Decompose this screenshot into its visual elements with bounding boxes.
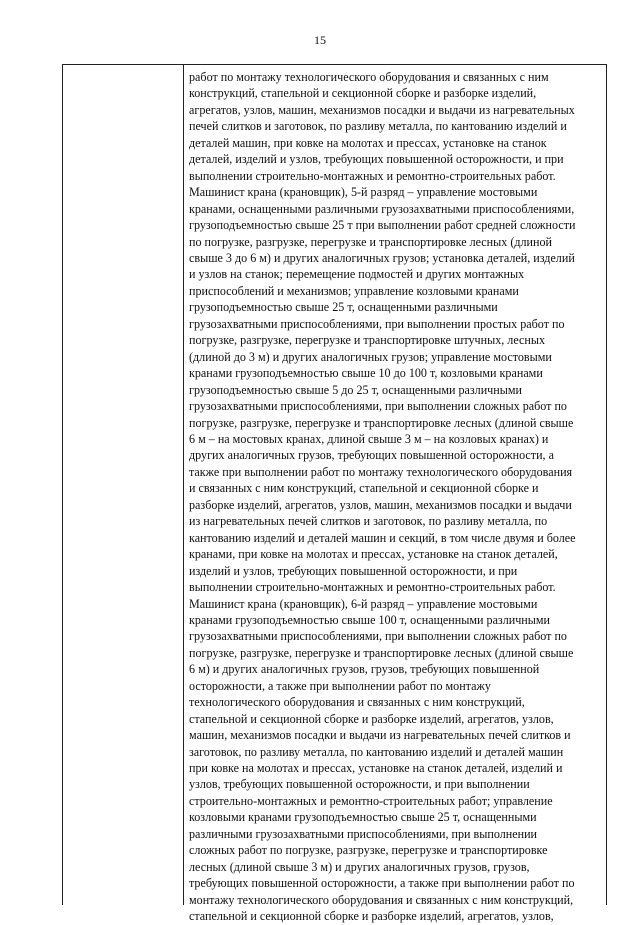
text-line: печей слитков и заготовок, по разливу металла, по кантованию изделий и	[189, 119, 567, 134]
text-line: и связанных с ним конструкций, стапельной и секционной сборке и	[189, 481, 539, 496]
text-line: погрузке, разгрузке, перегрузке и транспортировке лесных (длиной свыше	[189, 415, 574, 430]
text-line: различными грузозахватными приспособлениями, при выполнении	[189, 826, 538, 841]
text-line: требующих повышенной осторожности, а также при выполнении работ по	[189, 876, 575, 891]
text-line: по погрузке, разгрузке, перегрузке и транспортировке лесных (длиной	[189, 234, 553, 249]
text-line: погрузке, разгрузке, перегрузке и транспортировке штучных, лесных	[189, 333, 546, 348]
text-line: из нагревательных печей слитков и заготовок, по разливу металла, по	[189, 514, 548, 529]
text-line: строительно-монтажных и ремонтно-строительных работ; управление	[189, 793, 553, 808]
text-line: деталей, изделий и узлов, требующих повышенной осторожности, и при	[189, 152, 564, 167]
text-line: выполнении строительно-монтажных и ремонтно-строительных работ.	[189, 580, 556, 595]
text-line: Машинист крана (крановщик), 5-й разряд – управление мостовыми	[189, 185, 538, 200]
text-line: конструкций, стапельной и секционной сборке и разборке изделий,	[189, 86, 537, 101]
text-line: 6 м) и других аналогичных грузов, грузов, требующих повышенной	[189, 662, 540, 677]
text-line: 6 м – на мостовых кранах, длиной свыше 3 м – на козловых кранах) и	[189, 431, 549, 446]
text-line: монтажу технологического оборудования и связанных с ним конструкций,	[189, 892, 574, 907]
text-line: грузоподъемностью свыше 25 т, оснащенными различными	[189, 300, 498, 315]
text-line: стапельной и секционной сборке и разборке изделий, агрегатов, узлов,	[189, 909, 554, 924]
text-line: грузозахватными приспособлениями, при выполнении сложных работ по	[189, 399, 567, 414]
text-line: кранами грузоподъемностью свыше 100 т, оснащенными различными	[189, 612, 551, 627]
text-line: изделий и узлов, требующих повышенной осторожности, и при	[189, 563, 518, 578]
text-line: Машинист крана (крановщик), 6-й разряд – управление мостовыми	[189, 596, 538, 611]
text-line: заготовок, по разливу металла, по кантованию изделий и деталей машин	[189, 744, 564, 759]
text-line: свыше 3 до 6 м) и других аналогичных грузов; установка деталей, изделий	[189, 250, 575, 265]
page-number: 15	[314, 33, 326, 47]
text-line: других аналогичных грузов, требующих повышенной осторожности, а	[189, 448, 554, 463]
text-line: агрегатов, узлов, машин, механизмов посадки и выдачи из нагревательных	[189, 102, 575, 117]
table-text-block	[184, 65, 606, 925]
text-line: лесных (длиной свыше 3 м) и других аналогичных грузов, грузов,	[189, 859, 530, 874]
text-line: козловыми кранами грузоподъемностью свыше 25 т, оснащенными	[189, 810, 537, 825]
text-line: при ковке на молотах и прессах, установке на станок деталей, изделий и	[189, 761, 563, 776]
text-line: также при выполнении работ по монтажу технологического оборудования	[189, 464, 573, 479]
text-line: грузозахватными приспособлениями, при выполнении сложных работ по	[189, 629, 567, 644]
text-line: погрузке, разгрузке, перегрузке и транспортировке лесных (длиной свыше	[189, 645, 574, 660]
text-line: сложных работ по погрузке, разгрузке, перегрузке и транспортировке	[189, 843, 548, 858]
text-line: (длиной до 3 м) и других аналогичных грузов; управление мостовыми	[189, 349, 552, 364]
text-line: и узлов на станок; перемещение подмостей и других монтажных	[189, 267, 525, 282]
text-line: выполнении строительно-монтажных и ремонтно-строительных работ.	[189, 168, 556, 183]
table-left-cell	[63, 65, 184, 905]
text-line: деталей машин, при ковке на молотах и прессах, установке на станок	[189, 135, 547, 150]
text-line: кантованию изделий и деталей машин и секций, в том числе двумя и более	[189, 530, 576, 545]
text-line: грузоподъемностью свыше 5 до 25 т, оснащенными различными	[189, 382, 522, 397]
text-line: работ по монтажу технологического оборудования и связанных с ним	[189, 70, 549, 84]
text-line: узлов, требующих повышенной осторожности, и при выполнении	[189, 777, 530, 792]
document-table	[62, 64, 607, 924]
text-line: кранами грузоподъемностью свыше 10 до 100 т, козловыми кранами	[189, 366, 543, 381]
text-line: осторожности, а также при выполнении работ по монтажу	[189, 678, 491, 693]
text-line: кранами, оснащенными различными грузозахватными приспособлениями,	[189, 201, 575, 216]
text-line: технологического оборудования и связанных с ним конструкций,	[189, 695, 525, 710]
text-line: грузоподъемностью свыше 25 т при выполнении работ средней сложности	[189, 218, 576, 233]
text-line: стапельной и секционной сборке и разборке изделий, агрегатов, узлов,	[189, 711, 554, 726]
text-line: приспособлений и механизмов; управление козловыми кранами	[189, 283, 519, 298]
text-line: грузозахватными приспособлениями, при выполнении простых работ по	[189, 316, 565, 331]
table-right-cell	[184, 65, 606, 924]
text-line: кранами, при ковке на молотах и прессах, установке на станок деталей,	[189, 547, 558, 562]
text-line: разборке изделий, агрегатов, узлов, машин, механизмов посадки и выдачи	[189, 497, 572, 512]
text-line: машин, механизмов посадки и выдачи из нагревательных печей слитков и	[189, 728, 571, 743]
